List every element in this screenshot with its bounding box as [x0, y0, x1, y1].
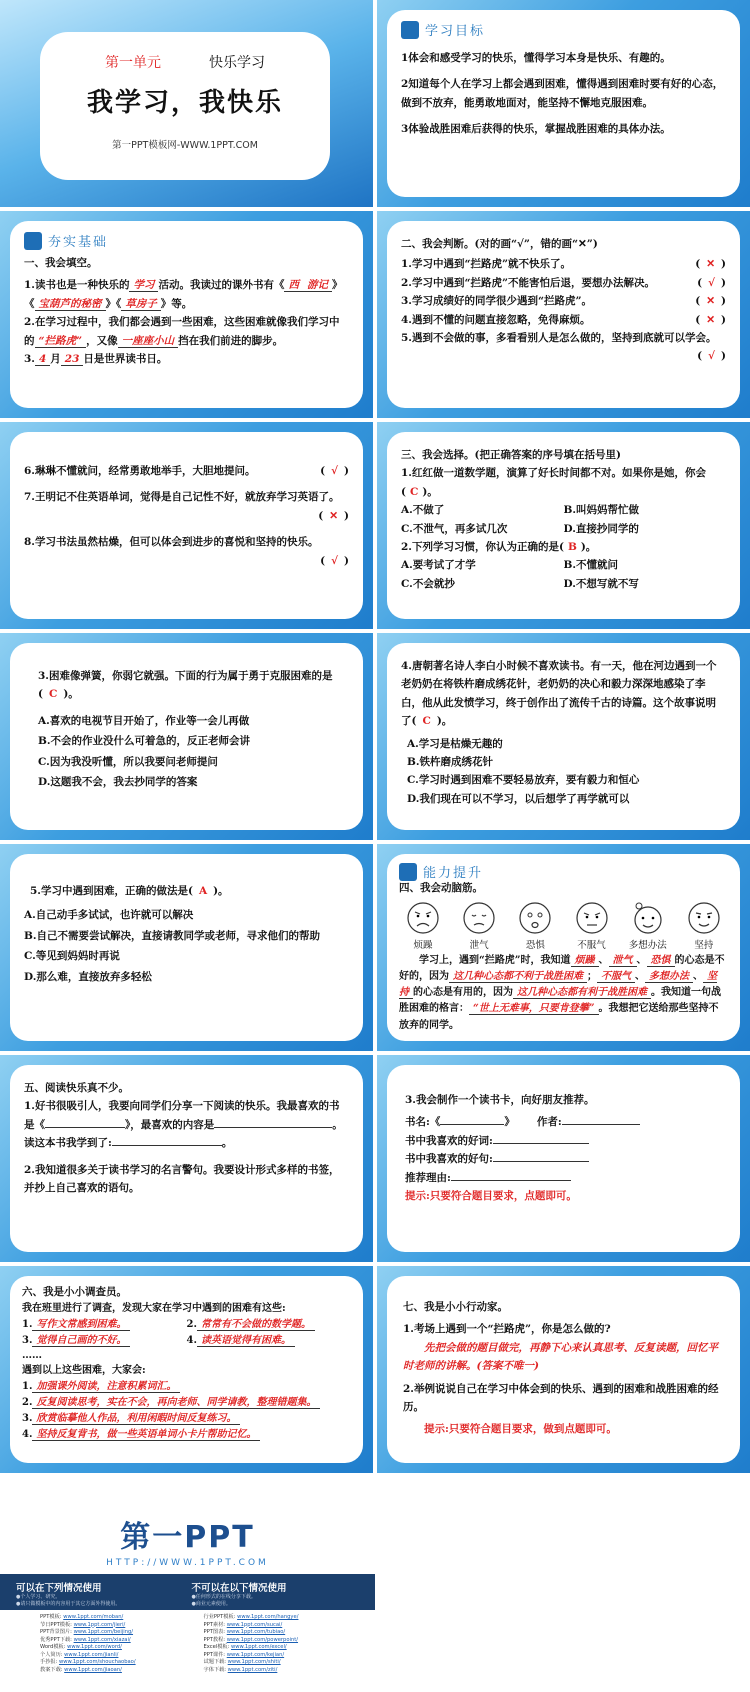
cover-header — [40, 52, 330, 72]
link-row: PPT素材: www.1ppt.com/sucai/ — [203, 1621, 283, 1628]
choice-options: C.不会就抄 D.不想写就不写 — [401, 577, 639, 590]
link[interactable]: www.1ppt.com/powerpoint/ — [226, 1636, 299, 1643]
link[interactable]: www.1ppt.com/beijing/ — [73, 1629, 134, 1636]
choice3-card — [387, 643, 740, 830]
link[interactable]: www.1ppt.com/shouchaobao/ — [58, 1659, 136, 1666]
slide-judge1 — [377, 211, 750, 418]
card-author-blank[interactable] — [562, 1124, 640, 1125]
slide-survey — [0, 1266, 373, 1473]
section-title: 四、我会动脑筋。 — [399, 882, 483, 894]
ppt-url[interactable]: HTTP://WWW.1PPT.COM — [106, 1558, 269, 1568]
judge-item: 7.王明记不住英语单词，觉得是自己记性不好，就放弃学习英语了。 — [24, 491, 340, 504]
reading1-card — [10, 1065, 363, 1252]
link-row: 手抄报: www.1ppt.com/shouchaobao/ — [40, 1659, 136, 1666]
allowed-note: ●个人学习、研究。 — [16, 1594, 61, 1600]
choice-option: B.铁杵磨成绣花针 — [407, 755, 494, 768]
link[interactable]: www.1ppt.com/moban/ — [63, 1614, 124, 1620]
choice4-card — [10, 854, 363, 1041]
choice-option: C.学习时遇到困难不要轻易放弃，要有毅力和恒心 — [407, 774, 640, 787]
slide-choice4 — [0, 844, 373, 1051]
section-title: 五、阅读快乐真不少。 — [24, 1082, 129, 1094]
choice-options: C.不泄气，再多试几次 D.直接抄同学的 — [401, 522, 639, 535]
link-row: PPT教程: www.1ppt.com/powerpoint/ — [203, 1636, 299, 1643]
goals-header — [401, 20, 726, 39]
fear-face-icon — [518, 901, 552, 935]
ability-paragraph: 学习上，遇到“拦路虎”时，我知道 烦躁 、 泄气 、 恐惧 的心态是不好的，因为 这几种心态都不利于战胜困难 ； 不服气 、 多想办法 、 坚持 的心态是有用的，因为 这几种心态都有利于战胜困难 。我知道一句战胜困难的格言： “世上无难事，只要肯登攀” 。我想把它送给那些坚持不放弃的同学。 — [399, 954, 725, 1031]
link-row: 个人简历: www.1ppt.com/jianli/ — [40, 1651, 119, 1658]
survey-problems: 1. 写作文常感到困难。 2. 常常有不会做的数学题。 — [22, 1317, 351, 1333]
goals-header-text: 学习目标 — [425, 24, 486, 39]
survey-solution-intro: 遇到以上这些困难，大家会: — [22, 1364, 146, 1376]
reading-q3: 3.我会制作一个读书卡，向好朋友推荐。 — [405, 1094, 595, 1106]
goal-item: 3体验战胜困难后获得的快乐，掌握战胜困难的具体办法。 — [401, 123, 671, 136]
section-title: 二、我会判断。(对的画“√”，错的画“✕”) — [401, 238, 598, 250]
slide-choice2 — [0, 633, 373, 840]
face-irritable — [401, 901, 445, 951]
survey-problems: 3. 觉得自己画的不好。 4. 读英语觉得有困难。 — [22, 1333, 351, 1349]
slide-choice3 — [377, 633, 750, 840]
forbidden-note: ●商业元素使用。 — [191, 1600, 231, 1607]
cover-card — [40, 32, 330, 180]
allowed-note: ●请只做模板中的内容用于其它方面外得使用。 — [16, 1600, 121, 1607]
book-card-words: 书中我喜欢的好词: — [405, 1132, 722, 1150]
fill-q1: 1.读书也是一种快乐的 学习 活动。我读过的课外书有《 西 游记 》《 宝葫芦的秘密 》《 草房子 》等。 — [24, 279, 343, 310]
book-card-sentences: 书中我喜欢的好句: — [405, 1150, 722, 1168]
link[interactable]: www.1ppt.com/word/ — [67, 1644, 122, 1651]
section-title: 六、我是小小调查员。 — [22, 1286, 127, 1298]
slide-goals — [377, 0, 750, 207]
link[interactable]: www.1ppt.com/hangye/ — [237, 1614, 299, 1620]
choice-option: C.等见到妈妈时再说 — [24, 950, 120, 963]
ppt-logo: 第一PPT — [120, 1520, 255, 1555]
face-label: 不服气 — [577, 939, 606, 951]
section-title: 一、我会填空。 — [24, 257, 98, 269]
face-label: 恐惧 — [525, 939, 545, 951]
choice-option: D.我们现在可以不学习，以后想学了再学就可以 — [407, 792, 630, 805]
reading-q1-learned: 读这本书我学到了: 。 — [24, 1137, 233, 1150]
choice-q3: 3.困难像弹簧，你弱它就强。下面的行为属于勇于克服困难的是( C )。 — [38, 670, 333, 701]
link[interactable]: www.1ppt.com/tubiao/ — [226, 1629, 286, 1636]
judge-item: 6.琳琳不懂就问，经常勇敢地举手，大胆地提问。 ( √ ) — [24, 465, 349, 477]
slide-basics — [0, 211, 373, 418]
link[interactable]: www.1ppt.com/kejian/ — [226, 1651, 285, 1658]
action-q2: 2.举例说说自己在学习中体会到的快乐、遇到的困难和战胜困难的经历。 — [403, 1382, 719, 1413]
ppt-ad-block — [0, 1482, 375, 1692]
book-card-name: 书名:《 》 作者: — [405, 1113, 722, 1131]
cover-topic: 快乐学习 — [209, 55, 265, 71]
choice-options: A.要考试了才学 B.不懂就问 — [401, 559, 619, 572]
card-sentences-blank[interactable] — [493, 1161, 589, 1162]
link-row: PPT背景图片: www.1ppt.com/beijing/ — [40, 1629, 134, 1636]
discouraged-face-icon — [462, 901, 496, 935]
slide-cover — [0, 0, 373, 207]
judge-mark: ( √ ) — [320, 554, 349, 567]
survey-ellipsis: …… — [22, 1349, 42, 1361]
link-row: 字体下载: www.1ppt.com/ziti/ — [203, 1666, 278, 1673]
choice-q1: 1.红红做一道数学题，演算了好长时间都不对。如果你是她，你会( C )。 — [401, 467, 706, 498]
action-a2: 提示:只要符合题目要求，做到点题即可。 — [424, 1423, 617, 1436]
basics-header — [24, 231, 349, 250]
right-link-list — [204, 1614, 368, 1692]
section-title: 七、我是小小行动家。 — [403, 1301, 508, 1313]
card-words-blank[interactable] — [493, 1143, 589, 1144]
choice-options: A.不做了 B.叫妈妈帮忙做 — [401, 504, 640, 517]
slide-choice1 — [377, 422, 750, 629]
judge-item: 1.学习中遇到“拦路虎”就不快乐了。 ( ✕ ) — [401, 258, 726, 271]
link[interactable]: www.1ppt.com/xiazai/ — [73, 1636, 131, 1643]
face-discouraged — [457, 901, 501, 951]
goal-item: 1体会和感受学习的快乐，懂得学习本身是快乐、有趣的。 — [401, 52, 671, 64]
choice-option: A.自己动手多试试，也许就可以解决 — [24, 909, 194, 922]
choice-option: C.因为我没听懂，所以我要问老师提问 — [38, 755, 218, 768]
face-thinking — [626, 901, 670, 951]
usage-forbidden — [192, 1580, 368, 1607]
learned-blank[interactable] — [112, 1145, 222, 1146]
section-square-icon — [24, 232, 42, 250]
survey-intro: 我在班里进行了调查，发现大家在学习中遇到的困难有这些: — [22, 1302, 286, 1314]
face-label: 泄气 — [469, 939, 489, 951]
cover-unit: 第一单元 — [105, 55, 161, 71]
reading2-card — [387, 1065, 740, 1252]
goals-card — [387, 10, 740, 197]
persist-face-icon — [687, 901, 721, 935]
judge-item: 8.学习书法虽然枯燥，但可以体会到进步的喜悦和坚持的快乐。 — [24, 536, 319, 549]
link-row: 教案下载: www.1ppt.com/jiaoan/ — [40, 1666, 122, 1673]
section-square-icon — [401, 21, 419, 39]
goal-item: 2知道每个人在学习上都会遇到困难，懂得遇到困难时要有好的心态，做到不放弃，能勇敢地面对，能坚持不懈地克服困难。 — [401, 78, 724, 109]
irritable-face-icon — [406, 901, 440, 935]
left-link-list — [40, 1614, 204, 1692]
choice-option: A.喜欢的电视节目开始了，作业等一会儿再做 — [38, 714, 250, 727]
judge-item: 3.学习成绩好的同学很少遇到“拦路虎”。 ( ✕ ) — [401, 295, 726, 308]
link-row: Excel模板: www.1ppt.com/excel/ — [203, 1644, 287, 1651]
judge-item: 4.遇到不懂的问题直接忽略，免得麻烦。 ( ✕ ) — [401, 313, 726, 326]
face-label: 多想办法 — [628, 939, 667, 951]
survey-card — [10, 1276, 363, 1463]
section-title: 三、我会选择。(把正确答案的序号填在括号里) — [401, 449, 621, 461]
link-row: Word模板: www.1ppt.com/word/ — [40, 1644, 122, 1651]
allowed-title: 可以在下列情况使用 — [16, 1583, 102, 1594]
link-lists — [0, 1610, 375, 1692]
link[interactable]: www.1ppt.com/shiti/ — [227, 1659, 281, 1666]
lightbulb-face-icon — [631, 901, 665, 935]
face-label: 烦躁 — [413, 939, 433, 951]
book-card-reason: 推荐理由: — [405, 1169, 722, 1187]
basics-card — [10, 221, 363, 408]
reading-hint: 提示:只要符合题目要求，点题即可。 — [405, 1189, 577, 1202]
judge-item: 2.学习中遇到“拦路虎”不能害怕后退，要想办法解决。 ( √ ) — [401, 276, 726, 289]
cover-site: 第一PPT模板网-WWW.1PPT.COM — [112, 140, 258, 151]
link[interactable]: www.1ppt.com/jieri/ — [73, 1621, 126, 1628]
survey-solution: 1. 加强课外阅读，注意积累词汇。 — [22, 1379, 351, 1395]
section-square-icon — [399, 863, 417, 881]
link-row: PPT课件: www.1ppt.com/kejian/ — [203, 1651, 285, 1658]
face-persist — [682, 901, 726, 951]
link[interactable]: www.1ppt.com/ziti/ — [227, 1666, 278, 1673]
choice-option: A.学习是枯燥无趣的 — [407, 737, 503, 750]
ability-card — [387, 854, 740, 1041]
ability-header-text: 能力提升 — [423, 866, 484, 881]
slide-ability — [377, 844, 750, 1051]
choice-option: B.不会的作业没什么可着急的，反正老师会讲 — [38, 735, 251, 748]
link[interactable]: www.1ppt.com/sucai/ — [226, 1621, 283, 1628]
basics-header-text: 夯实基础 — [48, 235, 109, 250]
link-row: 优秀PPT下载: www.1ppt.com/xiazai/ — [40, 1636, 131, 1643]
action-a1: 先把会做的题目做完，再静下心来认真思考、反复读题，回忆平时老师的讲解。(答案不唯一) — [403, 1341, 718, 1373]
link-row: 节日PPT模板: www.1ppt.com/jieri/ — [40, 1621, 126, 1628]
choice2-card — [10, 643, 363, 830]
choice-q2: 2.下列学习习惯，你认为正确的是( B )。 — [401, 540, 597, 553]
choice-q5: 5.学习中遇到困难，正确的做法是( A )。 — [30, 885, 229, 897]
fill-q3: 3. 4 月 23 日是世界读书日。 — [24, 352, 168, 365]
fill-q2: 2.在学习过程中，我们都会遇到一些困难，这些困难就像我们学习中的 “拦路虎” ，又像 一座座小山 挡在我们前进的脚步。 — [24, 316, 340, 347]
reading-q1: 1.好书很吸引人，我要向同学们分享一下阅读的快乐。我最喜欢的书是《 》，最喜欢的内容是 。 — [24, 1100, 343, 1131]
action-q1: 1.考场上遇到一个“拦路虎”，你是怎么做的? — [403, 1323, 611, 1336]
judge1-card — [387, 221, 740, 408]
defiant-face-icon — [575, 901, 609, 935]
choice-option: B.自己不需要尝试解决，直接请教同学或老师，寻求他们的帮助 — [24, 929, 321, 942]
slide-judge2 — [0, 422, 373, 629]
judge-mark: ( √ ) — [697, 350, 726, 363]
link-row: 行业PPT模板: www.1ppt.com/hangye/ — [203, 1614, 299, 1620]
forbidden-title: 不可以在以下情况使用 — [191, 1583, 287, 1594]
choice-q4: 4.唐朝著名诗人李白小时候不喜欢读书。有一天，他在河边遇到一个老奶奶在将铁杵磨成绣花针，老奶奶的决心和毅力深深地感染了李白，他从此发愤学习，终于创作出了流传千古的诗篇。这个故事说明了( C )。 — [401, 660, 717, 728]
link[interactable]: www.1ppt.com/excel/ — [231, 1644, 287, 1651]
link-row: PPT图表: www.1ppt.com/tubiao/ — [203, 1629, 286, 1636]
card-book-name-blank[interactable] — [440, 1124, 504, 1125]
face-label: 坚持 — [694, 939, 714, 951]
survey-solution: 3. 欣赏临摹他人作品，利用闲暇时间反复练习。 — [22, 1411, 351, 1427]
survey-solution: 2. 反复阅读思考，实在不会，再向老师、同学请教，整理错题集。 — [22, 1395, 351, 1411]
cover-title: 我学习，我快乐 — [86, 88, 283, 118]
card-reason-blank[interactable] — [451, 1180, 571, 1181]
ability-header — [399, 862, 728, 881]
judge-item: 5.遇到不会做的事，多看看别人是怎么做的，坚持到底就可以学会。 — [401, 331, 717, 344]
face-defiant — [570, 901, 614, 951]
favorite-content-blank[interactable] — [214, 1127, 332, 1128]
action-card — [387, 1276, 740, 1463]
slide-reading1 — [0, 1055, 373, 1262]
forbidden-note: ●任何形式的在线分享下载。 — [191, 1594, 256, 1600]
link-row: PPT模板: www.1ppt.com/moban/ — [40, 1614, 124, 1620]
reading-q2: 2.我知道很多关于读书学习的名言警句。我要设计形式多样的书签，并抄上自己喜欢的语句。 — [24, 1163, 340, 1194]
link-row: 试题下载: www.1ppt.com/shiti/ — [203, 1659, 281, 1666]
choice-option: D.那么难，直接放弃多轻松 — [24, 970, 152, 983]
judge-mark: ( ✕ ) — [318, 509, 349, 522]
link[interactable]: www.1ppt.com/jiaoan/ — [64, 1666, 122, 1673]
link[interactable]: www.1ppt.com/jianli/ — [64, 1651, 119, 1658]
slide-action — [377, 1266, 750, 1473]
survey-solution: 4. 坚持反复背书，做一些英语单词小卡片帮助记忆。 — [22, 1427, 351, 1443]
choice-option: D.这题我不会，我去抄同学的答案 — [38, 775, 198, 788]
emotion-faces — [401, 901, 726, 951]
usage-allowed — [16, 1580, 192, 1607]
choice1-card — [387, 432, 740, 619]
face-fear — [513, 901, 557, 951]
judge2-card — [10, 432, 363, 619]
book-title-blank[interactable] — [45, 1127, 125, 1128]
slide-reading2 — [377, 1055, 750, 1262]
